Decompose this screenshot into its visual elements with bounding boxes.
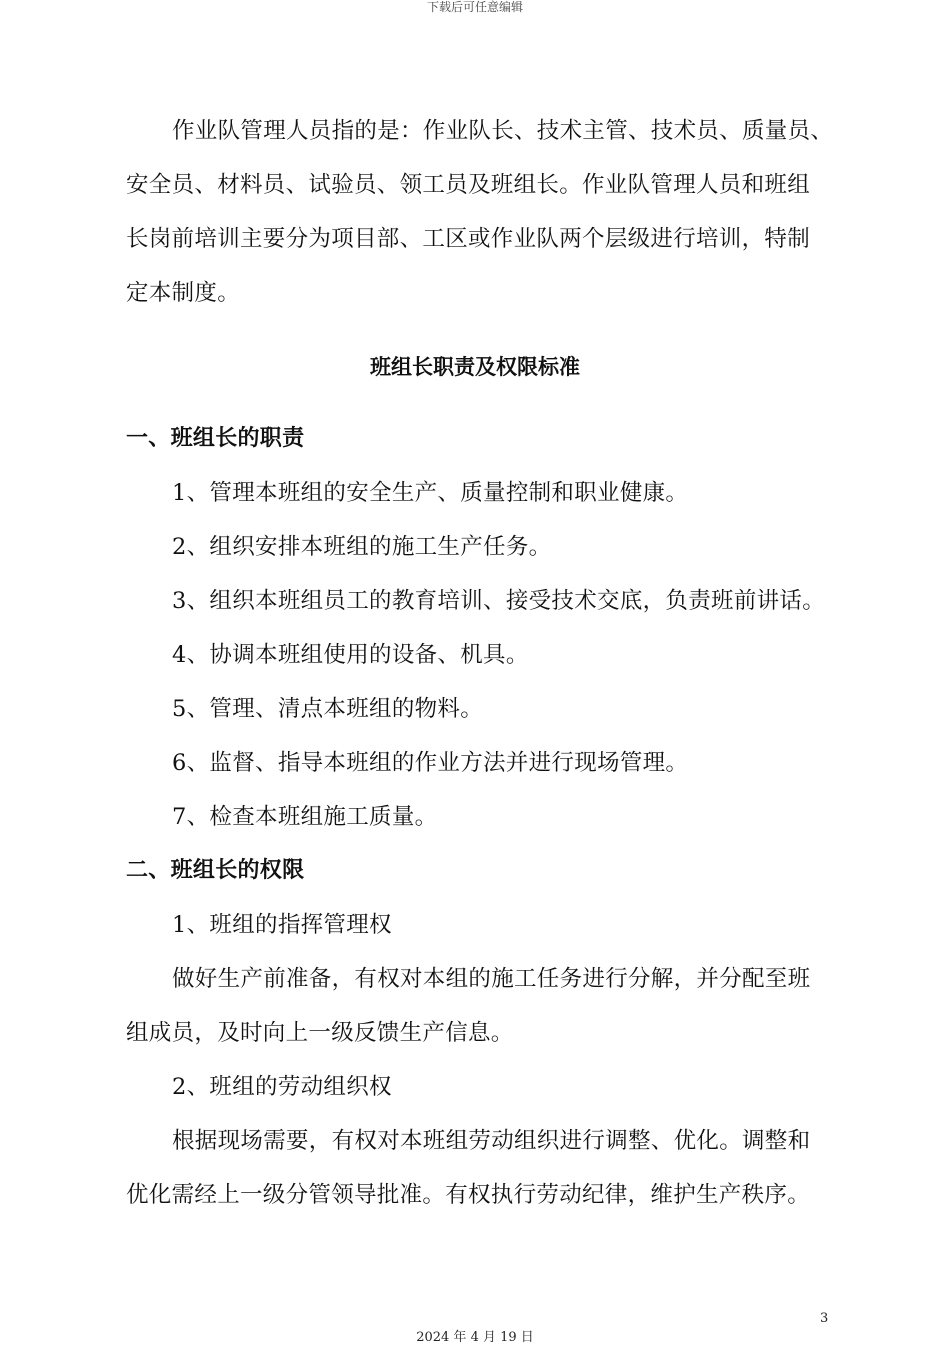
item-text: 管理、清点本班组的物料。 [209,696,484,722]
page-number: 3 [820,1311,829,1326]
section-1-heading: 一、班组长的职责 [126,426,305,451]
item-text: 班组的指挥管理权 [209,912,392,938]
duty-item-5 [172,694,483,724]
item-number: 5、 [172,696,210,722]
duty-item-7 [172,802,437,832]
item-text: 检查本班组施工质量。 [209,804,438,830]
duty-item-2 [172,532,551,562]
duty-item-4 [172,640,529,670]
duty-item-6 [172,748,688,778]
item-number: 4、 [172,642,210,668]
item-text: 组织本班组员工的教育培训、接受技术交底，负责班前讲话。 [209,588,826,614]
item-number: 1、 [172,480,210,506]
intro-line-3: 长岗前培训主要分为项目部、工区或作业队两个层级进行培训，特制 [126,226,811,252]
intro-line-2: 安全员、材料员、试验员、领工员及班组长。作业队管理人员和班组 [126,172,811,198]
duty-item-1 [172,478,688,508]
page-header: 下载后可任意编辑 [426,0,523,14]
item-text: 管理本班组的安全生产、质量控制和职业健康。 [209,480,689,506]
authority-1-line-2: 组成员，及时向上一级反馈生产信息。 [126,1020,514,1046]
item-number: 1、 [172,912,210,938]
authority-1-line-1: 做好生产前准备，有权对本组的施工任务进行分解，并分配至班 [172,966,811,992]
item-number: 7、 [172,804,210,830]
intro-line-4: 定本制度。 [126,280,241,306]
authority-1-title [172,910,392,940]
intro-line-1: 作业队管理人员指的是：作业队长、技术主管、技术员、质量员、 [172,118,834,144]
authority-2-title [172,1072,392,1102]
item-number: 6、 [172,750,210,776]
item-text: 监督、指导本班组的作业方法并进行现场管理。 [209,750,689,776]
item-text: 班组的劳动组织权 [209,1074,392,1100]
duty-item-3 [172,586,825,616]
authority-2-line-2: 优化需经上一级分管领导批准。有权执行劳动纪律，维护生产秩序。 [126,1182,811,1208]
item-number: 2、 [172,1074,210,1100]
footer-date: 2024 年 4 月 19 日 [416,1330,534,1345]
item-text: 组织安排本班组的施工生产任务。 [209,534,552,560]
authority-2-line-1: 根据现场需要，有权对本班组劳动组织进行调整、优化。调整和 [172,1128,811,1154]
item-number: 2、 [172,534,210,560]
item-number: 3、 [172,588,210,614]
section-2-heading: 二、班组长的权限 [126,858,305,883]
item-text: 协调本班组使用的设备、机具。 [209,642,529,668]
document-title: 班组长职责及权限标准 [370,355,580,379]
